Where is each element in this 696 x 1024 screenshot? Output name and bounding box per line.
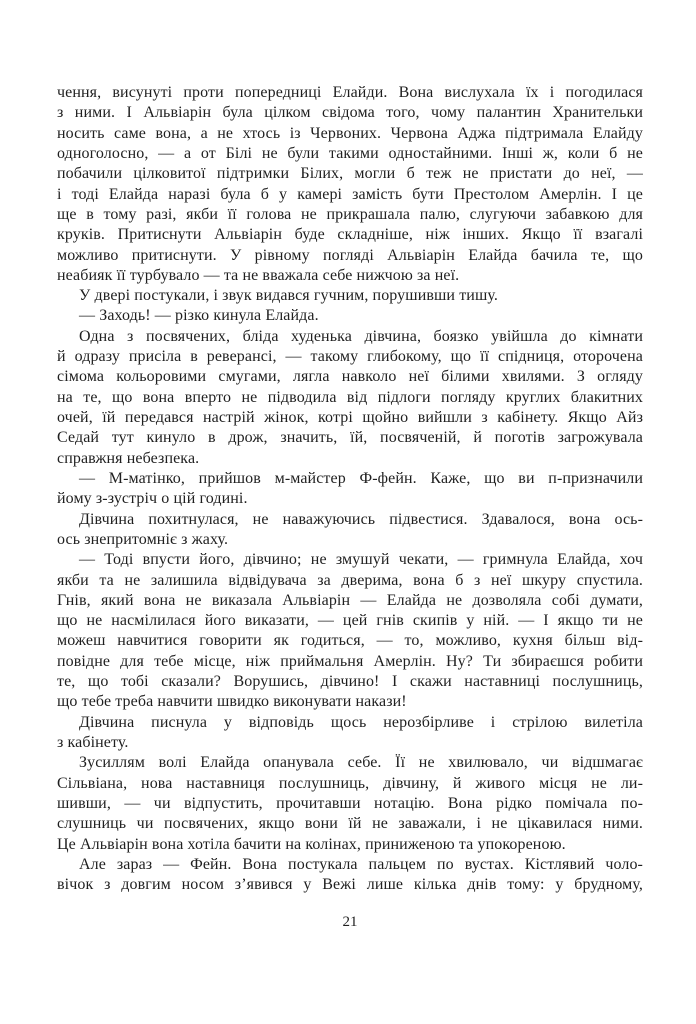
text-line: Дівчина писнула у відповідь щось нерозбірливе і стрілою вилетіла bbox=[79, 713, 643, 731]
text-line: круків. Притиснути Альвіарін буде складніше, ніж інших. Якщо її взагалі bbox=[57, 226, 643, 244]
text-line: і тоді Елайда наразі була б у камері замість бути Престолом Амерлін. І це bbox=[57, 185, 643, 203]
text-line: — Тоді впусти його, дівчино; не змушуй чекати, — гримнула Елайда, хоч bbox=[79, 551, 643, 569]
text-block bbox=[57, 83, 643, 896]
text-line: йому з-зустріч о цій годині. bbox=[57, 490, 248, 508]
text-line: слушниць чи посвячених, якщо вони їй не заважали, і не цікавилася ними. bbox=[57, 815, 643, 833]
text-line: на те, що вона вперто не підводила від підлоги погляду круглих блакитних bbox=[57, 388, 643, 406]
text-line: очей, їй передався настрій жінок, котрі щойно вийшли з кабінету. Якщо Айз bbox=[57, 409, 643, 426]
paragraph bbox=[57, 855, 643, 896]
page-footer bbox=[57, 913, 643, 932]
text-line: Одна з посвячених, бліда худенька дівчина, боязко увійшла до кімнати bbox=[79, 327, 643, 345]
text-line: ось знепритомніє з жаху. bbox=[57, 530, 229, 548]
text-line: — М-матінко, прийшов м-майстер Ф-фейн. Каже, що ви п-призначили bbox=[79, 469, 643, 487]
text-line: Але зараз — Фейн. Вона постукала пальцем по вустах. Кістлявий чоло- bbox=[79, 855, 643, 873]
text-line: Це Альвіарін вона хотіла бачити на колінах, приниженою та упокореною. bbox=[57, 835, 566, 853]
text-line: повідне для тебе місце, ніж приймальня Амерлін. Ну? Ти збираєшся робити bbox=[57, 652, 643, 670]
paragraph bbox=[57, 83, 643, 286]
text-line: Дівчина похитнулася, не наважуючись підвестися. Здавалося, вона ось- bbox=[79, 510, 643, 528]
text-line: можливо притиснути. У рівному погляді Альвіарін Елайда бачила те, що bbox=[57, 246, 643, 264]
paragraph bbox=[57, 327, 643, 469]
text-line: те, що тобі сказали? Ворушись, дівчино! І скажи наставниці послушниць, bbox=[57, 673, 643, 691]
text-line: побачили цілковитої підтримки Білих, могли б теж не пристати до неї, — bbox=[57, 165, 643, 183]
text-line: вічок з довгим носом з’явився у Вежі лише кілька днів тому: у брудному, bbox=[57, 876, 643, 894]
text-line: неабияк її турбувало — та не вважала себе нижчою за неї. bbox=[57, 266, 460, 284]
paragraph bbox=[57, 713, 643, 754]
text-line: з ними. І Альвіарін була цілком свідома того, чому палантин Хранительки bbox=[57, 104, 643, 122]
text-line: — Заходь! — різко кинула Елайда. bbox=[79, 307, 319, 325]
text-line: Зусиллям волі Елайда опанувала себе. Її не хвилювало, чи відшмагає bbox=[79, 754, 643, 772]
text-line: з кабінету. bbox=[57, 734, 129, 751]
text-line: Сільвіана, нова наставниця послушниць, дівчину, й живого місця не ли- bbox=[57, 774, 643, 792]
text-line: що тебе треба навчити швидко виконувати накази! bbox=[57, 693, 407, 711]
text-line: сімома кольоровими смугами, лягла навколо неї білими хвилями. З огляду bbox=[57, 368, 643, 386]
text-line: У двері постукали, і звук видався гучним, порушивши тишу. bbox=[79, 287, 498, 305]
text-line: можеш навчитися говорити як годиться, — то, можливо, кухня більш від- bbox=[57, 632, 643, 650]
text-line: носить саме вона, а не хтось із Червоних. Червона Аджа підтримала Елайду bbox=[57, 124, 643, 142]
text-line: й одразу присіла в реверансі, — такому глибокому, що її спідниця, оторочена bbox=[57, 348, 643, 366]
text-line: справжня небезпека. bbox=[57, 449, 200, 467]
paragraph bbox=[57, 469, 643, 510]
text-line: якби та не залишила відвідувача за дверима, вона б з неї шкуру спустила. bbox=[57, 571, 643, 589]
paragraph bbox=[57, 510, 643, 551]
paragraph bbox=[57, 286, 643, 306]
text-line: одноголосно, — а от Білі не були такими одностайними. Інші ж, коли б не bbox=[57, 144, 643, 162]
paragraph bbox=[57, 306, 643, 326]
page-number: 21 bbox=[342, 914, 358, 930]
paragraph bbox=[57, 550, 643, 713]
text-line: чення, висунуті проти попередниці Елайди. Вона вислухала їх і погодилася bbox=[57, 84, 643, 101]
text-line: Седай тут кинуло в дрож, значить, їй, посвяченій, й поготів загрожувала bbox=[57, 429, 643, 447]
paragraph bbox=[57, 753, 643, 855]
text-line: шивши, — чи відпустить, прочитавши нотацію. Вона рідко помічала по- bbox=[57, 794, 643, 812]
text-line: Гнів, який вона не виказала Альвіарін — Елайда не дозволяла собі думати, bbox=[57, 591, 643, 609]
text-line: що не насмілилася його виказати, — цей гнів скипів у ній. — І якщо ти не bbox=[57, 612, 643, 630]
text-line: ще в тому разі, якби її голова не прикрашала палю, слугуючи забавкою для bbox=[57, 205, 643, 223]
